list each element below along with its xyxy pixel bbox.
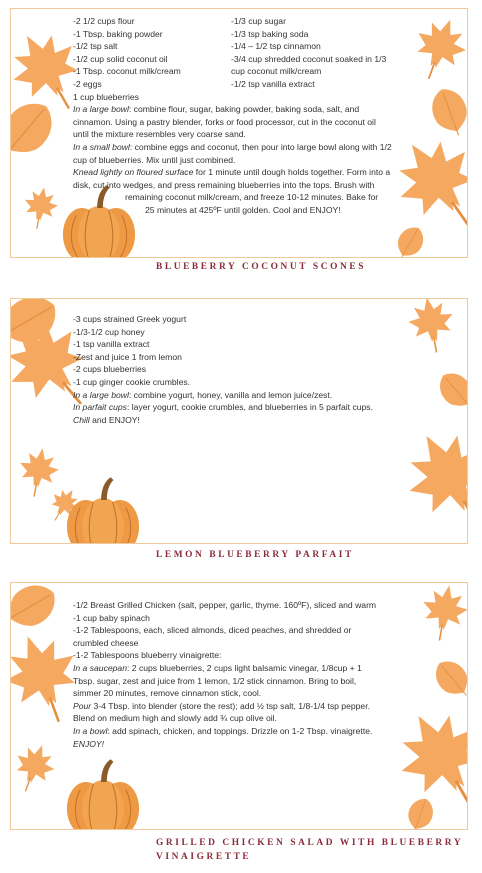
recipe-line: -1-2 Tablespoons, each, sliced almonds, diced peaches, and shredded or bbox=[73, 625, 352, 636]
recipe-line: In a saucepan: 2 cups blueberries, 2 cups light balsamic vinegar, 1/8cup + 1 bbox=[73, 662, 362, 673]
recipe-line: -3 cups strained Greek yogurt bbox=[73, 314, 187, 324]
recipe-card-scones bbox=[10, 8, 468, 258]
recipe-line: -1-2 Tablespoons blueberry vinaigrette: bbox=[73, 650, 222, 661]
recipe-body bbox=[73, 599, 376, 750]
recipe-line: 25 minutes at 425ºF until golden. Cool and ENJOY! bbox=[145, 204, 341, 215]
recipe-line: In a small bowl: combine eggs and coconut, then pour into large bowl along with 1/2 bbox=[73, 141, 392, 152]
recipe-line: In parfait cups: layer yogurt, cookie crumbles, and blueberries in 5 parfait cups. bbox=[73, 402, 373, 413]
recipe-line: until the mixture resembles very coarse sand. bbox=[73, 129, 246, 140]
recipe-line: ENJOY! bbox=[73, 738, 105, 749]
recipe-card-parfait bbox=[10, 298, 468, 544]
recipe-title: GRILLED CHICKEN SALAD WITH BLUEBERRY bbox=[156, 838, 464, 848]
ingredient-line: -1/4 – 1/2 tsp cinnamon bbox=[231, 41, 321, 52]
recipe-line: Pour 3-4 Tbsp. into blender (store the rest); add ½ tsp salt, 1/8-1/4 tsp pepper. bbox=[73, 700, 370, 711]
recipe-body bbox=[73, 313, 373, 426]
recipe-line: -Zest and juice 1 from lemon bbox=[73, 351, 182, 362]
ingredient-line: 1 cup blueberries bbox=[73, 91, 139, 102]
recipe-line: Knead lightly on floured surface for 1 minute until dough holds together. Form into a bbox=[73, 167, 391, 178]
recipe-body bbox=[73, 15, 392, 217]
ingredient-line: -1/2 tsp vanilla extract bbox=[231, 78, 315, 89]
recipe-line: Blend on medium high and slowly add ¾ cup olive oil. bbox=[73, 713, 277, 724]
ingredient-line: -1/3 cup sugar bbox=[231, 16, 286, 26]
ingredient-line: -2 eggs bbox=[73, 78, 102, 89]
recipe-line: -1/2 Breast Grilled Chicken (salt, pepper, garlic, thyme. 160ºF), sliced and warm bbox=[73, 600, 377, 610]
ingredient-line: -2 1/2 cups flour bbox=[73, 16, 135, 26]
ingredient-line: cup coconut milk/cream bbox=[231, 66, 322, 77]
recipe-line: -1 tsp vanilla extract bbox=[73, 339, 150, 350]
recipe-line: In a bowl: add spinach, chicken, and toppings. Drizzle on 1-2 Tbsp. vinaigrette. bbox=[73, 725, 373, 736]
recipe-line: Tbsp. sugar, zest and juice from 1 lemon, 1/2 stick cinnamon. Bring to boil, bbox=[73, 675, 357, 686]
recipe-line: In a large bowl: combine yogurt, honey, vanilla and lemon juice/zest. bbox=[73, 389, 333, 400]
recipe-line: -1 cup ginger cookie crumbles. bbox=[73, 376, 191, 387]
recipe-line: simmer 20 minutes, remove cinnamon stick, cool. bbox=[73, 688, 262, 699]
ingredient-line: -1 Tbsp. coconut milk/cream bbox=[73, 66, 181, 77]
recipe-title: LEMON BLUEBERRY PARFAIT bbox=[156, 550, 354, 560]
ingredient-line: -3/4 cup shredded coconut soaked in 1/3 bbox=[231, 53, 387, 64]
recipe-line: Chill and ENJOY! bbox=[73, 414, 140, 425]
recipe-title-continued: VINAIGRETTE bbox=[156, 852, 252, 862]
recipe-title: BLUEBERRY COCONUT SCONES bbox=[156, 262, 367, 272]
recipe-line: -1/3-1/2 cup honey bbox=[73, 326, 145, 337]
recipe-line: In a large bowl: combine flour, sugar, baking powder, baking soda, salt, and bbox=[73, 104, 360, 115]
recipe-line: cinnamon. Using a pastry blender, forks or food processor, cut in the coconut oil bbox=[73, 116, 376, 127]
recipe-line: cup of blueberries. Mix until just combined. bbox=[73, 154, 236, 165]
ingredient-line: -1/2 cup solid coconut oil bbox=[73, 53, 168, 64]
recipe-line: disk, cut into wedges, and press remaining blueberries into the tops. Brush with bbox=[73, 179, 375, 190]
recipe-line: crumbled cheese bbox=[73, 637, 139, 648]
ingredient-line: -1/3 tsp baking soda bbox=[231, 28, 309, 39]
recipe-line: -2 cups blueberries bbox=[73, 364, 147, 375]
recipe-line: remaining coconut milk/cream, and freeze 10-12 minutes. Bake for bbox=[125, 192, 379, 203]
ingredient-line: -1 Tbsp. baking powder bbox=[73, 28, 163, 39]
recipe-line: -1 cup baby spinach bbox=[73, 612, 150, 623]
ingredient-line: -1/2 tsp salt bbox=[73, 41, 118, 52]
recipe-card-salad bbox=[10, 582, 468, 830]
